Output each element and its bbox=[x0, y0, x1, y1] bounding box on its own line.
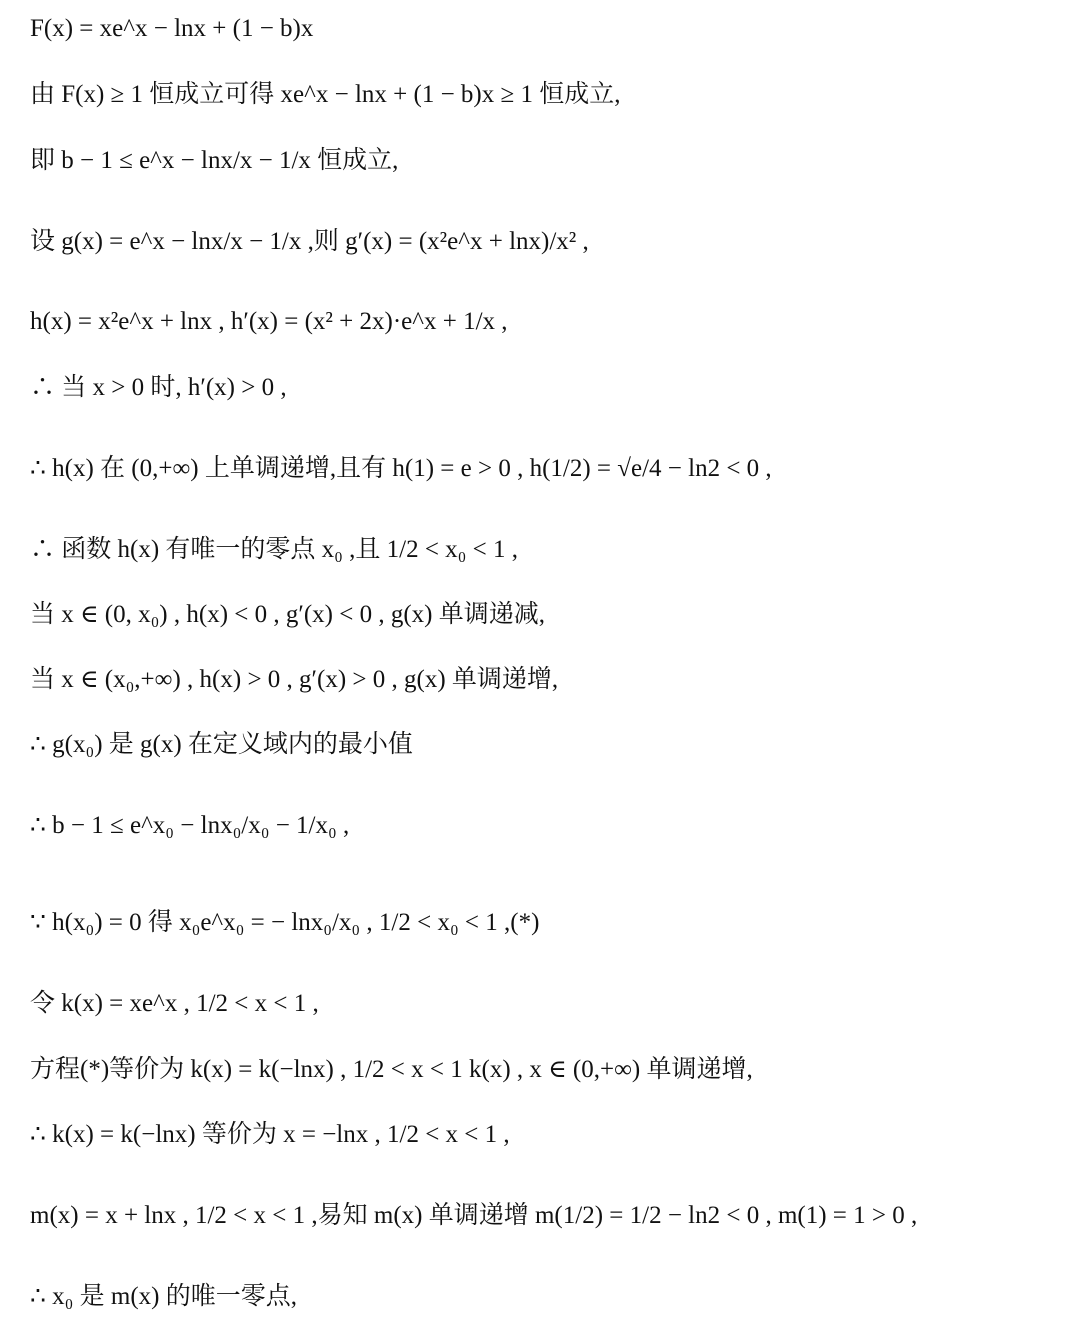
line-text: ∴ b − 1 ≤ e^x₀ − lnx₀/x₀ − 1/x₀ , bbox=[30, 811, 350, 839]
line-2 bbox=[30, 80, 1060, 107]
line-17 bbox=[30, 1201, 1060, 1228]
line-text: F(x) = xe^x − lnx + (1 − b)x bbox=[30, 14, 314, 42]
line-1 bbox=[30, 14, 1060, 41]
line-4 bbox=[30, 227, 1060, 254]
line-18 bbox=[30, 1282, 1060, 1309]
line-text: 设 g(x) = e^x − lnx/x − 1/x ,则 g′(x) = (x²e^x + lnx)/x² , bbox=[30, 227, 589, 255]
line-text: ∴ x₀ 是 m(x) 的唯一零点, bbox=[30, 1282, 297, 1310]
line-text: 由 F(x) ≥ 1 恒成立可得 xe^x − lnx + (1 − b)x ≥ 1 恒成立, bbox=[30, 80, 621, 108]
line-text: 当 x ∈ (x₀,+∞) , h(x) > 0 , g′(x) > 0 , g(x) 单调递增, bbox=[30, 665, 559, 693]
line-text: h(x) = x²e^x + lnx , h′(x) = (x² + 2x)·e^x + 1/x , bbox=[30, 307, 508, 335]
line-text: 即 b − 1 ≤ e^x − lnx/x − 1/x 恒成立, bbox=[30, 146, 399, 174]
line-7 bbox=[30, 454, 1060, 481]
line-8 bbox=[30, 535, 1060, 562]
line-text: ∴ k(x) = k(−lnx) 等价为 x = −lnx , 1/2 < x < 1 , bbox=[30, 1120, 510, 1148]
line-15 bbox=[30, 1055, 1060, 1082]
line-text: 当 x ∈ (0, x₀) , h(x) < 0 , g′(x) < 0 , g(x) 单调递减, bbox=[30, 600, 545, 628]
line-16 bbox=[30, 1120, 1060, 1147]
line-text: ∴ 当 x > 0 时, h′(x) > 0 , bbox=[30, 373, 287, 401]
line-text: ∴ g(x₀) 是 g(x) 在定义域内的最小值 bbox=[30, 730, 413, 758]
line-11 bbox=[30, 730, 1060, 757]
line-9 bbox=[30, 600, 1060, 627]
line-13 bbox=[30, 908, 1060, 935]
line-text: ∴ 函数 h(x) 有唯一的零点 x₀ ,且 1/2 < x₀ < 1 , bbox=[30, 535, 518, 563]
line-12 bbox=[30, 811, 1060, 838]
line-text: 令 k(x) = xe^x , 1/2 < x < 1 , bbox=[30, 989, 319, 1017]
line-14 bbox=[30, 989, 1060, 1016]
line-10 bbox=[30, 665, 1060, 692]
line-text: 方程(*)等价为 k(x) = k(−lnx) , 1/2 < x < 1 k(x) , x ∈ (0,+∞) 单调递增, bbox=[30, 1055, 753, 1083]
line-text: ∵ h(x₀) = 0 得 x₀e^x₀ = − lnx₀/x₀ , 1/2 < x₀ < 1 ,(*) bbox=[30, 908, 540, 936]
line-text: m(x) = x + lnx , 1/2 < x < 1 ,易知 m(x) 单调递增 m(1/2) = 1/2 − ln2 < 0 , m(1) = 1 > 0 , bbox=[30, 1201, 918, 1229]
line-6 bbox=[30, 373, 1060, 400]
line-3 bbox=[30, 146, 1060, 173]
line-5 bbox=[30, 307, 1060, 334]
line-text: ∴ h(x) 在 (0,+∞) 上单调递增,且有 h(1) = e > 0 , h(1/2) = √e/4 − ln2 < 0 , bbox=[30, 454, 772, 482]
